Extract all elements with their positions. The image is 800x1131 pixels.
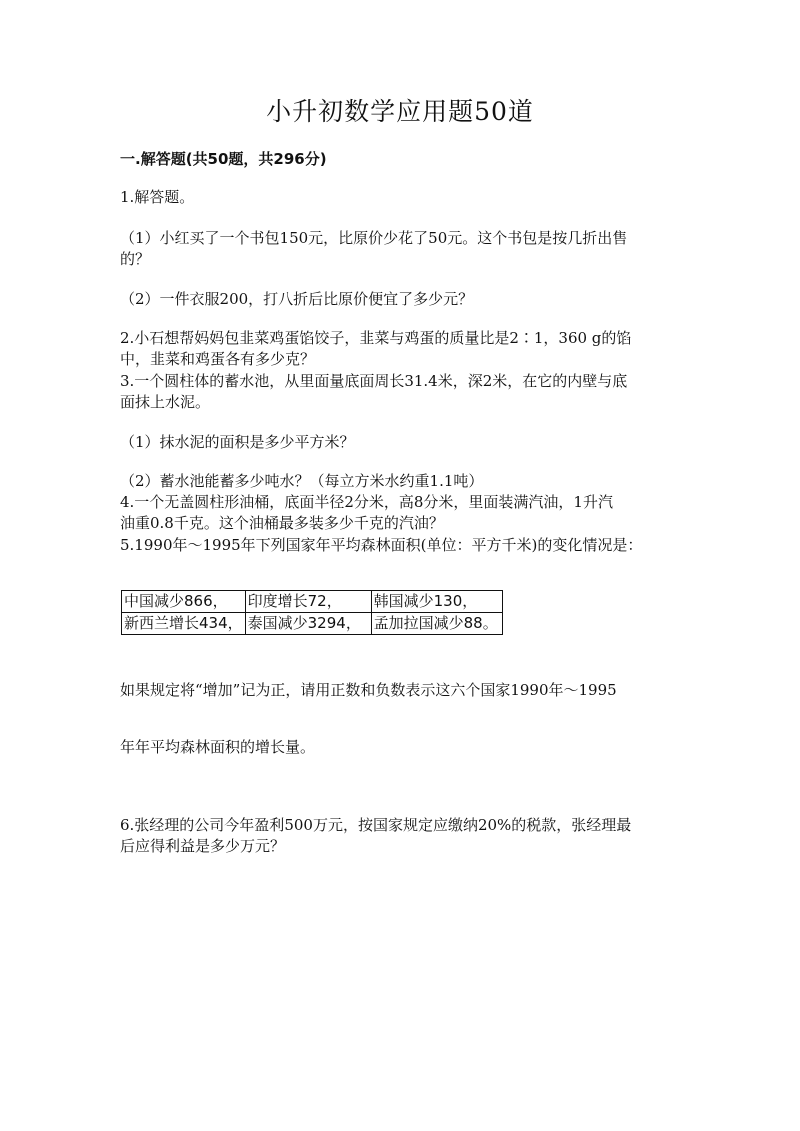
question-5-after-line-1: 如果规定将“增加”记为正，请用正数和负数表示这六个国家1990年～1995 — [120, 681, 617, 699]
question-5-after-line-2: 年年平均森林面积的增长量。 — [120, 738, 316, 756]
question-4-line-1: 4.一个无盖圆柱形油桶，底面半径2分米，高8分米，里面装满汽油，1升汽 — [120, 493, 613, 511]
question-6-line-2: 后应得利益是多少万元？ — [120, 837, 286, 855]
question-4-line-2: 油重0.8千克。这个油桶最多装多少千克的汽油？ — [120, 514, 444, 532]
question-1-part-1-line-1: （1）小红买了一个书包150元，比原价少花了50元。这个书包是按几折出售 — [120, 229, 628, 247]
table-cell: 印度增长72， — [245, 591, 371, 613]
question-2-line-2: 中，韭菜和鸡蛋各有多少克？ — [120, 350, 316, 368]
question-5-line-1: 5.1990年～1995年下列国家年平均森林面积(单位：平方千米)的变化情况是： — [120, 536, 643, 554]
table-row — [122, 613, 503, 635]
question-1-stem: 1.解答题。 — [120, 188, 195, 206]
question-3-line-2: 面抹上水泥。 — [120, 393, 211, 411]
table-cell: 韩国减少130， — [371, 591, 502, 613]
table-cell: 新西兰增长434， — [122, 613, 246, 635]
table-cell: 孟加拉国减少88。 — [371, 613, 502, 635]
table-cell: 泰国减少3294， — [245, 613, 371, 635]
forest-change-table — [121, 590, 503, 635]
page-title: 小升初数学应用题50道 — [266, 97, 534, 126]
question-2-line-1: 2.小石想帮妈妈包韭菜鸡蛋馅饺子，韭菜与鸡蛋的质量比是2∶1，360 g的馅 — [120, 329, 632, 347]
question-1-part-1-line-2: 的？ — [120, 250, 151, 268]
table-row — [122, 591, 503, 613]
question-3-part-1: （1）抹水泥的面积是多少平方米？ — [120, 433, 355, 451]
section-heading: 一.解答题(共50题，共296分) — [120, 150, 327, 168]
question-6-line-1: 6.张经理的公司今年盈利500万元，按国家规定应缴纳20%的税款，张经理最 — [120, 816, 632, 834]
question-1-part-2: （2）一件衣服200，打八折后比原价便宜了多少元？ — [120, 290, 474, 308]
question-3-line-1: 3.一个圆柱体的蓄水池，从里面量底面周长31.4米，深2米，在它的内壁与底 — [120, 372, 628, 390]
question-3-part-2: （2）蓄水池能蓄多少吨水？（每立方米水约重1.1吨） — [120, 472, 484, 490]
table-cell: 中国减少866， — [122, 591, 246, 613]
